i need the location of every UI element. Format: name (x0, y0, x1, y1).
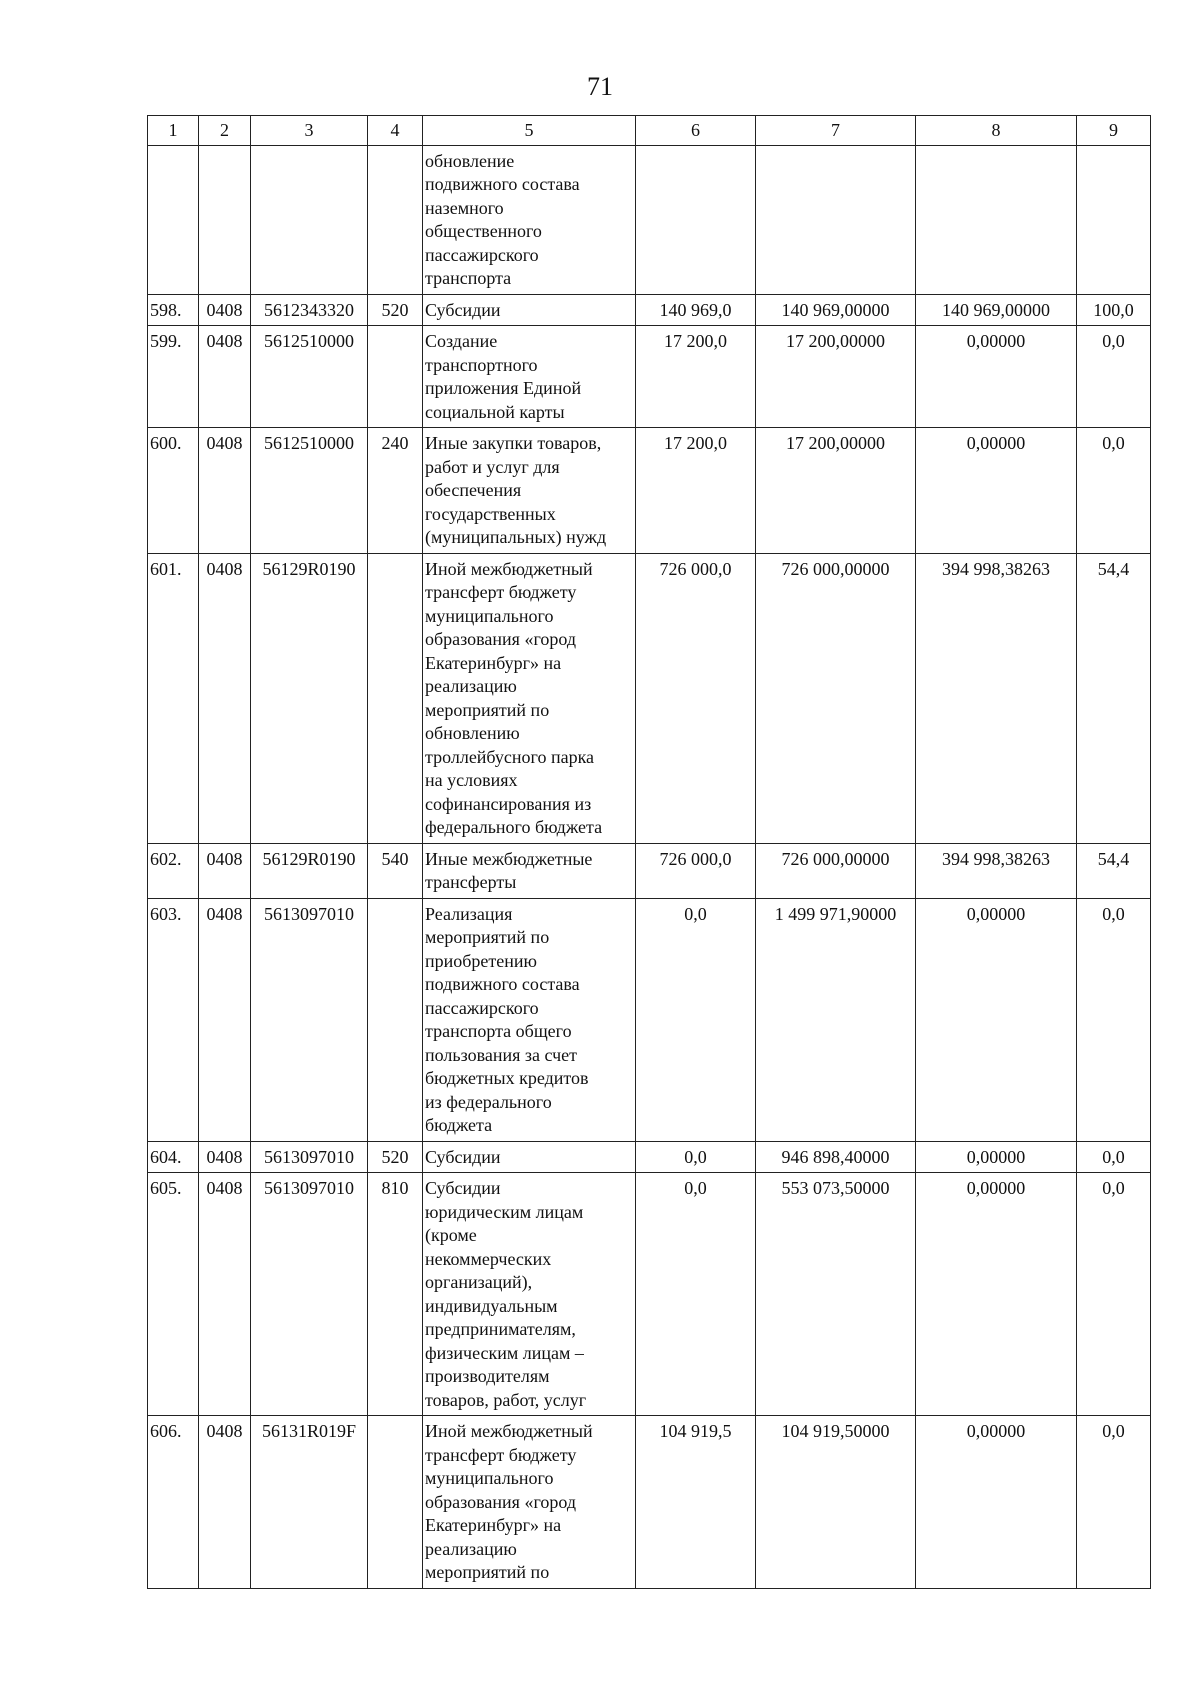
row-description (423, 294, 636, 326)
revised-amount: 726 000,00000 (756, 843, 916, 898)
expense-type-code: 540 (368, 843, 423, 898)
desc-line: муниципального (425, 1468, 554, 1488)
execution-percent: 0,0 (1077, 428, 1151, 554)
column-header: 2 (199, 116, 251, 146)
desc-line: государственных (425, 503, 556, 524)
desc-line: организаций), (425, 1272, 533, 1292)
approved-amount: 0,0 (636, 1173, 756, 1416)
section-code: 0408 (199, 326, 251, 428)
desc-line: производителям (425, 1366, 550, 1386)
section-code: 0408 (199, 553, 251, 843)
row-number: 606. (148, 1416, 199, 1589)
desc-line: пассажирского (425, 997, 539, 1018)
executed-amount: 0,00000 (916, 898, 1077, 1141)
table-row (148, 843, 1151, 898)
row-number: 601. (148, 553, 199, 843)
revised-amount: 1 499 971,90000 (756, 898, 916, 1141)
desc-line: Иные межбюджетные (425, 848, 593, 869)
desc-line: обновлению (425, 723, 520, 743)
desc-line: Создание (425, 331, 498, 351)
expense-type-code (368, 553, 423, 843)
desc-line: софинансирования из (425, 793, 592, 814)
desc-line: (муниципальных) нужд (425, 527, 607, 547)
header-row (148, 116, 1151, 146)
desc-line: предпринимателям, (425, 1319, 576, 1339)
desc-line: социальной карты (425, 401, 565, 422)
row-description (423, 843, 636, 898)
desc-line: федерального бюджета (425, 817, 603, 837)
row-number: 602. (148, 843, 199, 898)
execution-percent: 54,4 (1077, 553, 1151, 843)
table-row (148, 553, 1151, 843)
desc-line: образования «город (425, 1491, 577, 1512)
row-description (423, 553, 636, 843)
approved-amount: 17 200,0 (636, 326, 756, 428)
row-description (423, 1141, 636, 1173)
desc-line: юридическим лицам (425, 1201, 584, 1222)
revised-amount: 946 898,40000 (756, 1141, 916, 1173)
desc-line: мероприятий по (425, 1562, 550, 1582)
section-code: 0408 (199, 428, 251, 554)
section-code: 0408 (199, 1141, 251, 1173)
target-article-code: 56129R0190 (251, 843, 368, 898)
revised-amount: 140 969,00000 (756, 294, 916, 326)
revised-amount: 104 919,50000 (756, 1416, 916, 1589)
target-article-code: 56129R0190 (251, 553, 368, 843)
desc-line: Иной межбюджетный (425, 558, 593, 579)
executed-amount: 0,00000 (916, 1173, 1077, 1416)
desc-line: трансферт бюджету (425, 1444, 577, 1465)
row-description (423, 326, 636, 428)
column-header: 8 (916, 116, 1077, 146)
desc-line: приложения Единой (425, 378, 582, 398)
column-header: 7 (756, 116, 916, 146)
row-number: 599. (148, 326, 199, 428)
column-header: 5 (423, 116, 636, 146)
table-row (148, 1173, 1151, 1416)
desc-line: работ и услуг для (425, 456, 560, 477)
executed-amount: 394 998,38263 (916, 553, 1077, 843)
executed-amount: 140 969,00000 (916, 294, 1077, 326)
desc-line: троллейбусного парка (425, 746, 595, 767)
desc-line: наземного (425, 197, 504, 218)
target-article-code: 5613097010 (251, 898, 368, 1141)
desc-line: мероприятий по (425, 699, 550, 720)
approved-amount: 140 969,0 (636, 294, 756, 326)
execution-percent: 0,0 (1077, 898, 1151, 1141)
column-header: 1 (148, 116, 199, 146)
table-row (148, 898, 1151, 1141)
expense-type-code: 520 (368, 294, 423, 326)
row-description (423, 428, 636, 554)
expense-type-code: 240 (368, 428, 423, 554)
desc-line: подвижного состава (425, 174, 580, 194)
target-article-code: 5613097010 (251, 1141, 368, 1173)
page-number: 71 (587, 72, 613, 101)
table-body (148, 145, 1151, 1588)
desc-line: Субсидии (425, 1178, 501, 1198)
desc-line: Субсидии (425, 1146, 501, 1167)
desc-line: обеспечения (425, 480, 522, 500)
expense-type-code: 810 (368, 1173, 423, 1416)
approved-amount: 0,0 (636, 1141, 756, 1173)
desc-line: товаров, работ, услуг (425, 1389, 587, 1410)
desc-line: бюджета (425, 1115, 493, 1135)
table-row (148, 1416, 1151, 1589)
desc-line: транспорта (425, 268, 512, 288)
table-row (148, 294, 1151, 326)
desc-line: бюджетных кредитов (425, 1068, 589, 1088)
desc-line: физическим лицам – (425, 1342, 584, 1363)
executed-amount: 394 998,38263 (916, 843, 1077, 898)
row-number: 600. (148, 428, 199, 554)
expense-type-code: 520 (368, 1141, 423, 1173)
desc-line: транспорта общего (425, 1021, 572, 1041)
desc-line: Реализация (425, 903, 513, 924)
desc-line: Екатеринбург» на (425, 1515, 562, 1535)
desc-line: реализацию (425, 676, 517, 696)
target-article-code: 5613097010 (251, 1173, 368, 1416)
table-row (148, 1141, 1151, 1173)
revised-amount: 17 200,00000 (756, 326, 916, 428)
approved-amount: 0,0 (636, 898, 756, 1141)
section-code: 0408 (199, 898, 251, 1141)
column-header: 6 (636, 116, 756, 146)
desc-line: на условиях (425, 770, 518, 790)
section-code: 0408 (199, 1173, 251, 1416)
section-code: 0408 (199, 1416, 251, 1589)
desc-line: обновление (425, 150, 515, 171)
desc-line: Екатеринбург» на (425, 652, 562, 673)
row-number: 598. (148, 294, 199, 326)
column-header: 9 (1077, 116, 1151, 146)
expense-type-code (368, 898, 423, 1141)
desc-line: транспортного (425, 354, 538, 375)
section-code: 0408 (199, 843, 251, 898)
desc-line: приобретению (425, 950, 537, 971)
desc-line: образования «город (425, 629, 577, 649)
execution-percent: 0,0 (1077, 1416, 1151, 1589)
continuation-description (423, 145, 636, 294)
target-article-code: 5612510000 (251, 326, 368, 428)
revised-amount: 17 200,00000 (756, 428, 916, 554)
row-number: 605. (148, 1173, 199, 1416)
column-header: 4 (368, 116, 423, 146)
desc-line: из федерального (425, 1091, 552, 1112)
desc-line: индивидуальным (425, 1295, 558, 1316)
column-header: 3 (251, 116, 368, 146)
row-number: 603. (148, 898, 199, 1141)
execution-percent: 0,0 (1077, 1141, 1151, 1173)
target-article-code: 5612510000 (251, 428, 368, 554)
desc-line: реализацию (425, 1538, 517, 1559)
execution-percent: 54,4 (1077, 843, 1151, 898)
desc-line: некоммерческих (425, 1248, 552, 1269)
desc-line: трансферт бюджету (425, 582, 577, 602)
executed-amount: 0,00000 (916, 428, 1077, 554)
executed-amount: 0,00000 (916, 1416, 1077, 1589)
desc-line: Субсидии (425, 299, 501, 320)
row-description (423, 1416, 636, 1589)
expense-type-code (368, 326, 423, 428)
desc-line: (кроме (425, 1225, 477, 1245)
table-row (148, 326, 1151, 428)
desc-line: подвижного состава (425, 974, 580, 994)
budget-table (147, 115, 1151, 1589)
executed-amount: 0,00000 (916, 1141, 1077, 1173)
revised-amount: 726 000,00000 (756, 553, 916, 843)
continuation-row (148, 145, 1151, 294)
revised-amount: 553 073,50000 (756, 1173, 916, 1416)
executed-amount: 0,00000 (916, 326, 1077, 428)
approved-amount: 726 000,0 (636, 553, 756, 843)
section-code: 0408 (199, 294, 251, 326)
table-row (148, 428, 1151, 554)
execution-percent: 100,0 (1077, 294, 1151, 326)
desc-line: Иной межбюджетный (425, 1421, 593, 1441)
approved-amount: 17 200,0 (636, 428, 756, 554)
desc-line: общественного (425, 221, 542, 241)
approved-amount: 104 919,5 (636, 1416, 756, 1589)
approved-amount: 726 000,0 (636, 843, 756, 898)
desc-line: пассажирского (425, 244, 539, 265)
row-number: 604. (148, 1141, 199, 1173)
desc-line: трансферты (425, 872, 517, 892)
desc-line: Иные закупки товаров, (425, 433, 602, 453)
target-article-code: 56131R019F (251, 1416, 368, 1589)
row-description (423, 1173, 636, 1416)
target-article-code: 5612343320 (251, 294, 368, 326)
row-description (423, 898, 636, 1141)
desc-line: пользования за счет (425, 1044, 578, 1065)
desc-line: муниципального (425, 605, 554, 626)
execution-percent: 0,0 (1077, 326, 1151, 428)
desc-line: мероприятий по (425, 927, 550, 947)
execution-percent: 0,0 (1077, 1173, 1151, 1416)
expense-type-code (368, 1416, 423, 1589)
